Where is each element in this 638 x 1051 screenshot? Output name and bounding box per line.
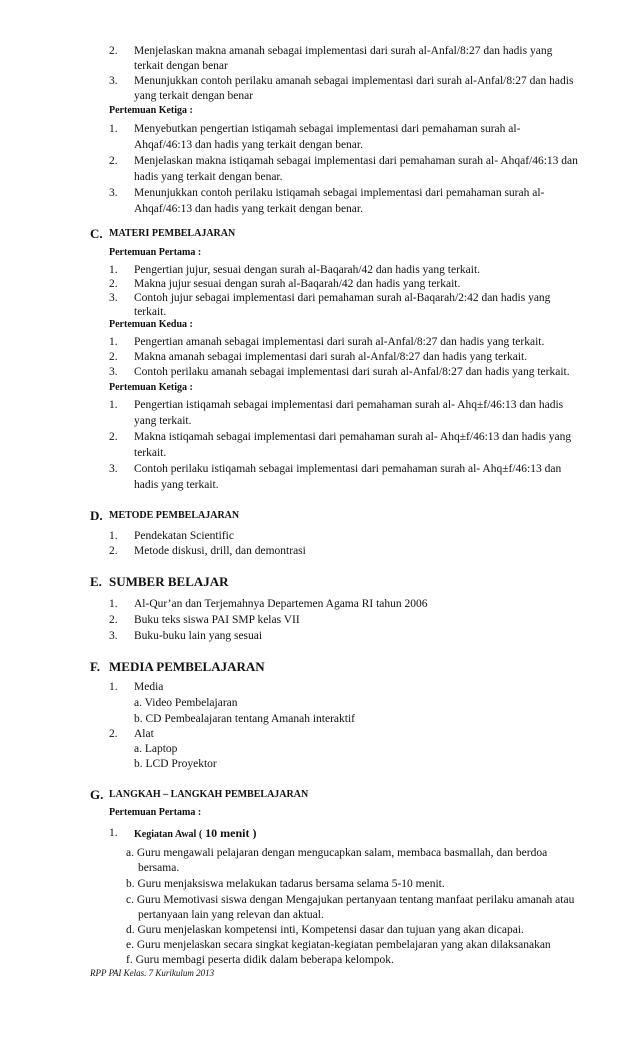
meeting-label: Pertemuan Ketiga : bbox=[109, 382, 193, 393]
section-title: LANGKAH – LANGKAH PEMBELAJARAN bbox=[109, 789, 309, 800]
list-number: 2. bbox=[109, 728, 118, 740]
list-item-text: Pengertian istiqamah sebagai implementasi dari pemahaman surah al- Ahq±f/46:13 dan hadis bbox=[134, 399, 564, 411]
step-duration: 10 menit ) bbox=[202, 826, 257, 840]
step-label bbox=[134, 826, 256, 842]
activity-item: a. Guru mengawali pelajaran dengan mengucapkan salam, membaca basmallah, dan berdoa bbox=[126, 847, 548, 859]
list-item-text-cont: Ahqaf/46:13 dan hadis yang terkait dengan benar. bbox=[134, 203, 363, 215]
list-item-text-cont: terkait. bbox=[134, 306, 167, 318]
list-number: 2. bbox=[109, 351, 118, 363]
list-number: 2. bbox=[109, 278, 118, 290]
list-item-text: Buku teks siswa PAI SMP kelas VII bbox=[134, 614, 300, 626]
list-item-text-cont: Ahqaf/46:13 dan hadis yang terkait dengan benar. bbox=[134, 139, 363, 151]
tools-item: b. LCD Proyektor bbox=[134, 758, 217, 770]
list-item-text: Menunjukkan contoh perilaku amanah sebagai implementasi dari surah al-Anfal/8:27 dan hadis bbox=[134, 75, 574, 87]
list-number: 3. bbox=[109, 630, 118, 642]
list-number: 2. bbox=[109, 155, 118, 167]
section-title: SUMBER BELAJAR bbox=[109, 574, 229, 589]
meeting-label: Pertemuan Kedua : bbox=[109, 319, 193, 330]
list-number: 1. bbox=[109, 264, 118, 276]
list-item-text: Makna jujur sesuai dengan surah al-Baqarah/42 dan hadis yang terkait. bbox=[134, 278, 461, 290]
step-title: Kegiatan Awal ( bbox=[134, 829, 203, 840]
list-item-text-cont: terkait. bbox=[134, 447, 167, 459]
meeting-label: Pertemuan Pertama : bbox=[109, 807, 202, 818]
list-number: 2. bbox=[109, 431, 118, 443]
section-letter: F. bbox=[90, 659, 100, 674]
media-item: b. CD Pembealajaran tentang Amanah interaktif bbox=[134, 713, 355, 725]
list-item-text-cont: hadis yang terkait dengan benar. bbox=[134, 171, 283, 183]
list-item-text: Contoh perilaku amanah sebagai implementasi dari surah al-Anfal/8:27 dan hadis yang terkait. bbox=[134, 366, 570, 378]
list-item-text: Pengertian jujur, sesuai dengan surah al-Baqarah/42 dan hadis yang terkait. bbox=[134, 264, 481, 276]
list-number: 1. bbox=[109, 598, 118, 610]
list-number: 1. bbox=[109, 336, 118, 348]
list-item-text: Menyebutkan pengertian istiqamah sebagai implementasi dari pemahaman surah al- bbox=[134, 123, 521, 135]
section-title: METODE PEMBELAJARAN bbox=[109, 510, 240, 521]
page-footer: RPP PAI Kelas. 7 Kurikulum 2013 bbox=[90, 968, 215, 978]
section-title: MATERI PEMBELAJARAN bbox=[109, 228, 236, 239]
list-number: 2. bbox=[109, 545, 118, 557]
list-item-text: Pengertian amanah sebagai implementasi dari surah al-Anfal/8:27 dan hadis yang terkait. bbox=[134, 336, 545, 348]
tools-label: Alat bbox=[134, 728, 154, 740]
list-number: 3. bbox=[109, 463, 118, 475]
media-item: a. Video Pembelajaran bbox=[134, 697, 238, 709]
activity-item: e. Guru menjelaskan secara singkat kegiatan-kegiatan pembelajaran yang akan dilaksanakan bbox=[126, 939, 551, 951]
list-item-text: Al-Qur’an dan Terjemahnya Departemen Agama RI tahun 2006 bbox=[134, 598, 428, 610]
activity-item: c. Guru Memotivasi siswa dengan Mengajukan pertanyaan tentang manfaat perilaku amanah atau bbox=[126, 894, 575, 906]
section-letter: D. bbox=[90, 508, 103, 523]
list-item-text: Menjelaskan makna istiqamah sebagai implementasi dari pemahaman surah al- Ahqaf/46:13 dan bbox=[134, 155, 578, 167]
list-item-text-cont: yang terkait. bbox=[134, 415, 192, 427]
list-item-text-cont: terkait dengan benar bbox=[134, 60, 228, 72]
list-item-text: Makna amanah sebagai implementasi dari surah al-Anfal/8:27 dan hadis yang terkait. bbox=[134, 351, 528, 363]
meeting-label: Pertemuan Ketiga : bbox=[109, 105, 193, 116]
list-number: 1. bbox=[109, 123, 118, 135]
list-number: 3. bbox=[109, 75, 118, 87]
meeting-label: Pertemuan Pertama : bbox=[109, 247, 202, 258]
list-number: 3. bbox=[109, 366, 118, 378]
list-number: 1. bbox=[109, 681, 118, 693]
list-number: 2. bbox=[109, 614, 118, 626]
list-number: 1. bbox=[109, 530, 118, 542]
list-item-text: Contoh perilaku istiqamah sebagai implementasi dari pemahaman surah al- Ahq±f/46:13 dan bbox=[134, 463, 562, 475]
media-label: Media bbox=[134, 681, 164, 693]
list-item-text: Metode diskusi, drill, dan demontrasi bbox=[134, 545, 306, 557]
section-title: MEDIA PEMBELAJARAN bbox=[109, 659, 265, 674]
list-item-text: Menunjukkan contoh perilaku istiqamah sebagai implementasi dari pemahaman surah al- bbox=[134, 187, 545, 199]
tools-item: a. Laptop bbox=[134, 743, 178, 755]
section-letter: G. bbox=[90, 787, 104, 802]
section-letter: C. bbox=[90, 226, 103, 241]
list-item-text: Contoh jujur sebagai implementasi dari pemahaman surah al-Baqarah/2:42 dan hadis yang bbox=[134, 292, 551, 304]
list-item-text: Pendekatan Scientific bbox=[134, 530, 234, 542]
activity-item-cont: pertanyaan lain yang relevan dan aktual. bbox=[138, 909, 324, 921]
list-item-text-cont: yang terkait dengan benar bbox=[134, 90, 254, 102]
list-number: 3. bbox=[109, 292, 118, 304]
activity-item: b. Guru menjaksiswa melakukan tadarus bersama selama 5-10 menit. bbox=[126, 878, 445, 890]
activity-item: d. Guru menjelaskan kompetensi inti, Kompetensi dasar dan tujuan yang akan dicapai. bbox=[126, 924, 524, 936]
list-item-text-cont: hadis yang terkait. bbox=[134, 479, 219, 491]
list-item-text: Menjelaskan makna amanah sebagai implementasi dari surah al-Anfal/8:27 dan hadis yang bbox=[134, 45, 553, 57]
list-number: 2. bbox=[109, 45, 118, 57]
list-number: 3. bbox=[109, 187, 118, 199]
list-item-text: Makna istiqamah sebagai implementasi dari pemahaman surah al- Ahq±f/46:13 dan hadis yang bbox=[134, 431, 572, 443]
activity-item-cont: bersama. bbox=[138, 862, 180, 874]
list-number: 1. bbox=[109, 827, 118, 839]
list-number: 1. bbox=[109, 399, 118, 411]
list-item-text: Buku-buku lain yang sesuai bbox=[134, 630, 263, 642]
activity-item: f. Guru membagi peserta didik dalam beberapa kelompok. bbox=[126, 954, 394, 966]
section-letter: E. bbox=[90, 574, 102, 589]
